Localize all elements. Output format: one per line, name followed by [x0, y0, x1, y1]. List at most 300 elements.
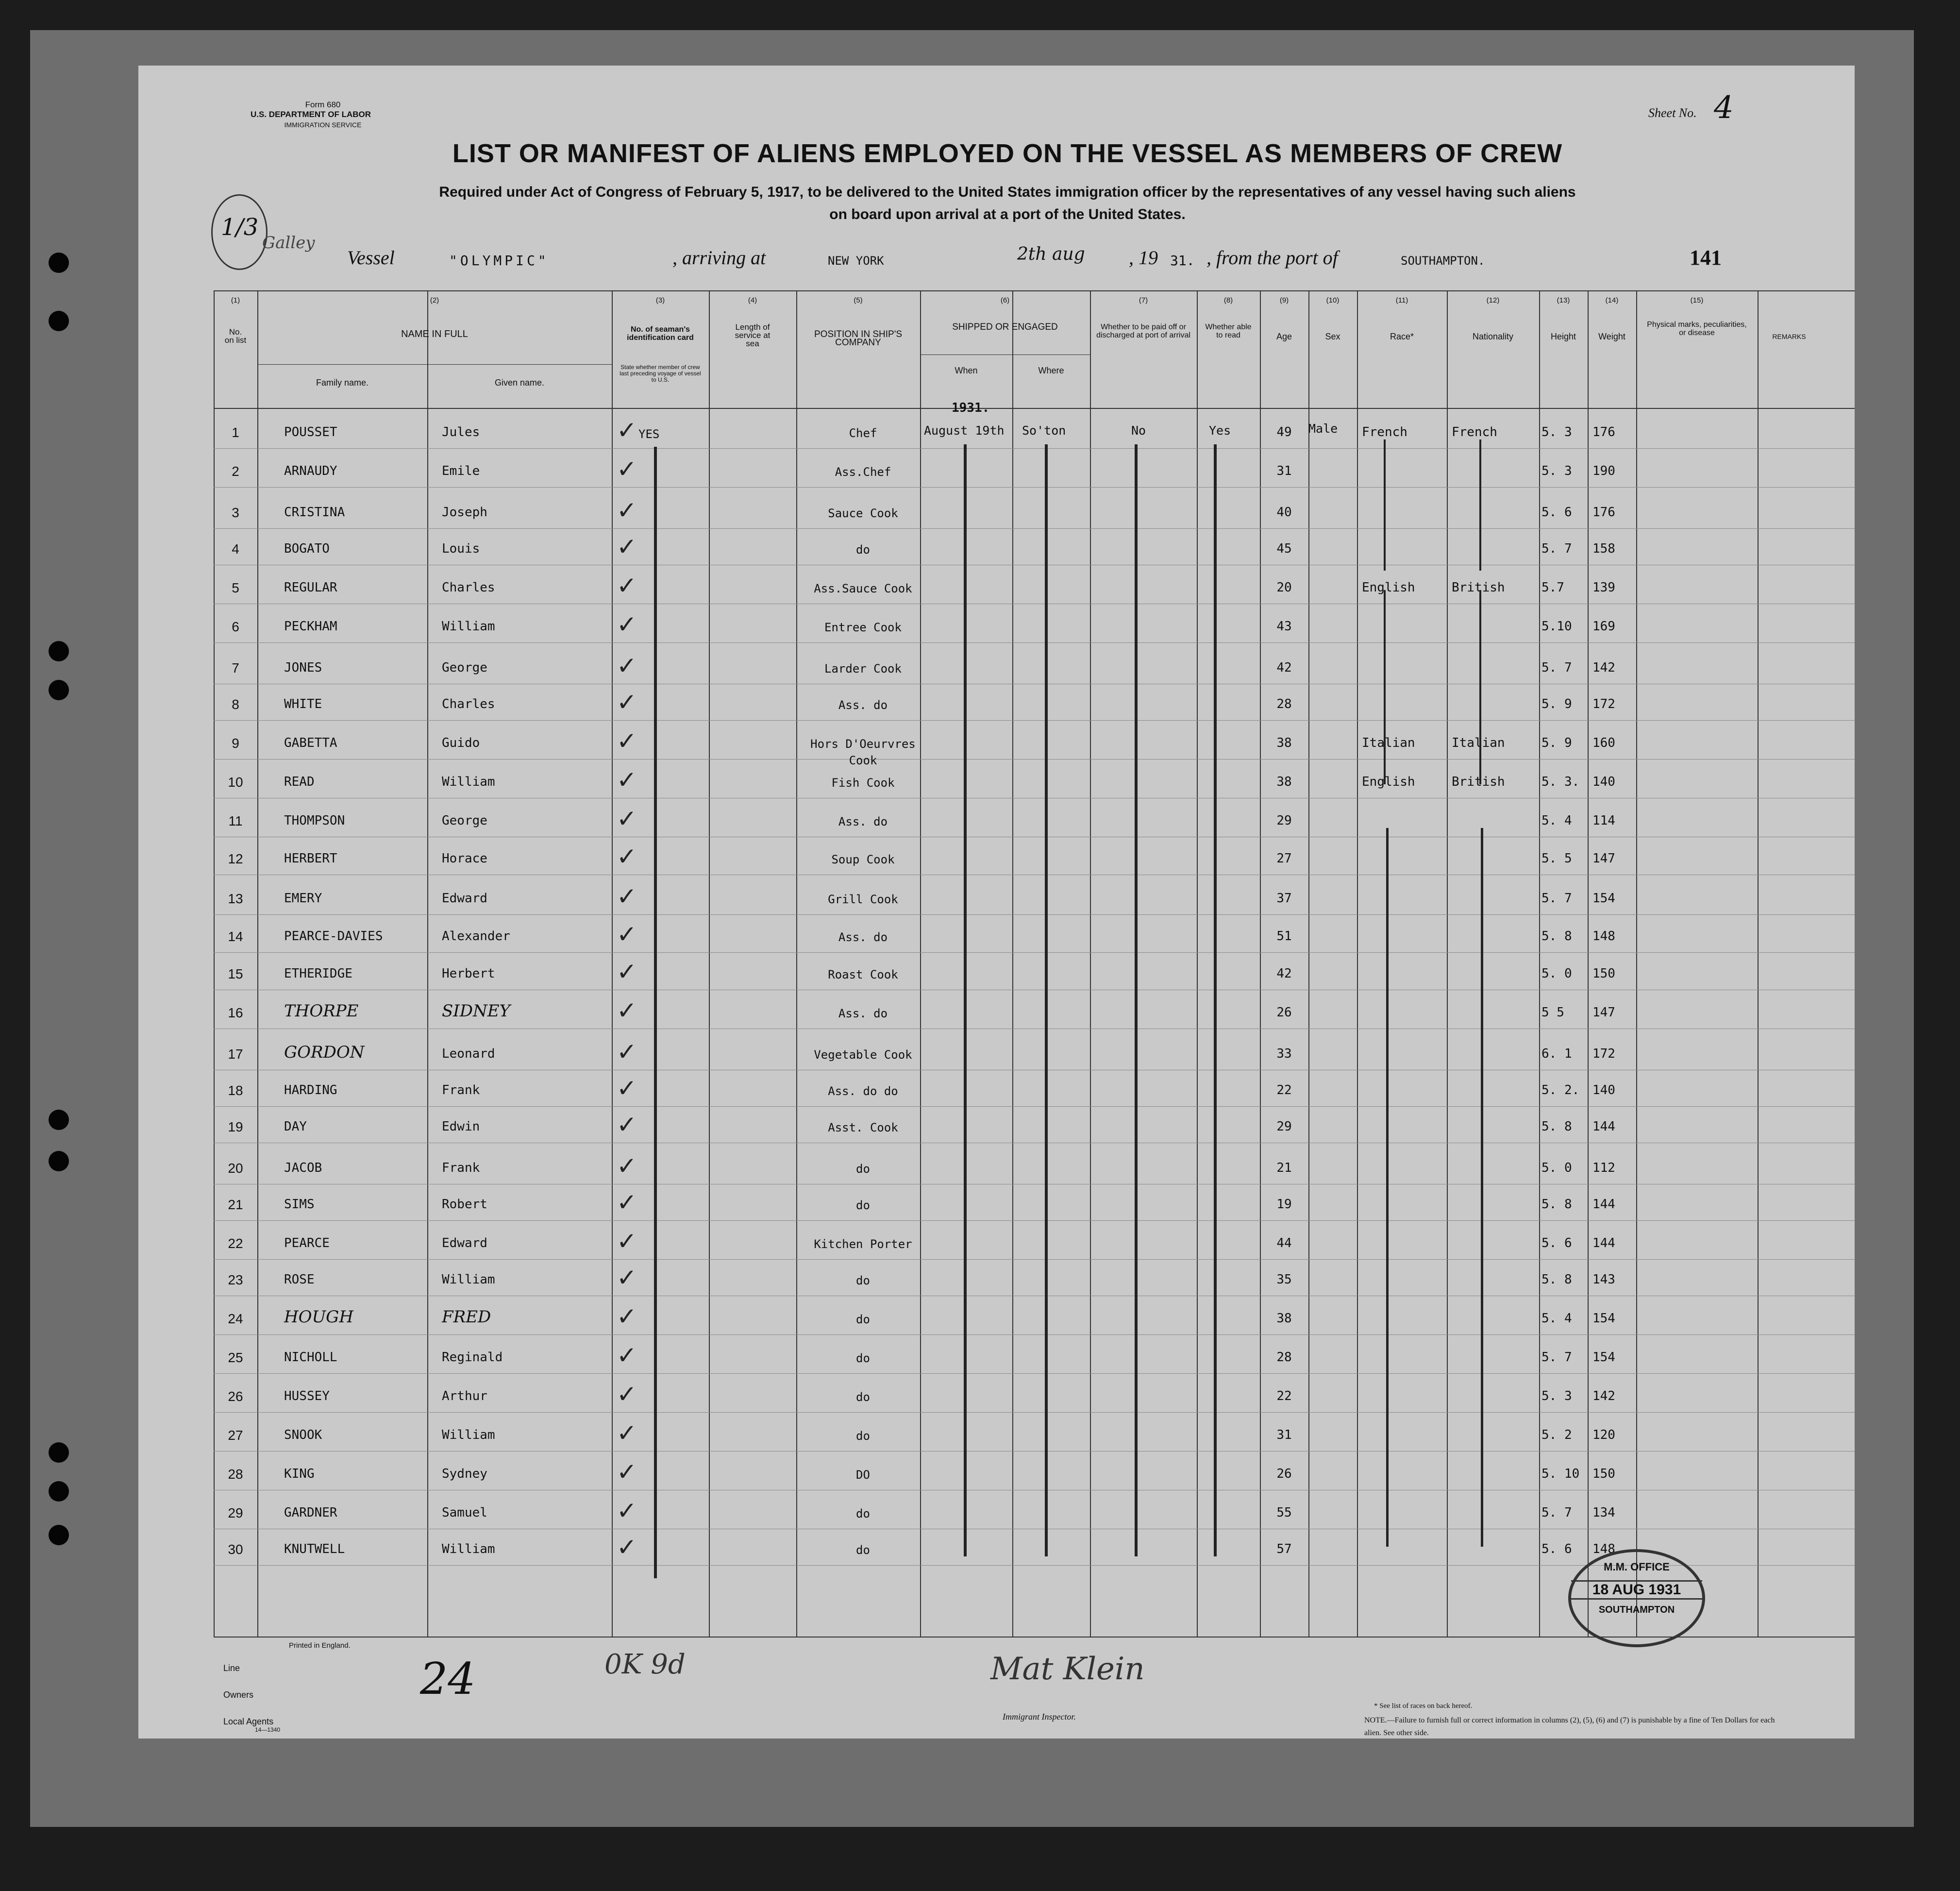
crew-position: Fish Cook: [831, 776, 895, 790]
crew-family: KING: [284, 1467, 315, 1481]
crew-position: Soup Cook: [831, 853, 895, 866]
col10-label: Sex: [1325, 332, 1340, 341]
crew-weight: 169: [1592, 619, 1615, 634]
ditto-stroke-race: [1386, 828, 1389, 1547]
crew-no: 8: [232, 697, 239, 712]
crew-age: 27: [1276, 851, 1292, 866]
form-number: Form 680: [305, 100, 341, 109]
col3-num: (3): [655, 296, 665, 304]
crew-position: Entree Cook: [824, 621, 902, 634]
crew-no: 26: [228, 1389, 243, 1404]
column-rule: [1308, 291, 1309, 1637]
crew-position: Hors D'Oeurvres Cook: [810, 737, 916, 767]
sheet-label: Sheet No.: [1648, 106, 1697, 120]
check-mark: ✓: [617, 416, 637, 444]
crew-height: 5. 4: [1541, 813, 1572, 828]
crew-no: 15: [228, 966, 243, 981]
crew-weight: 142: [1592, 1389, 1615, 1403]
punch-hole: [49, 1442, 69, 1463]
crew-family: CRISTINA: [284, 505, 345, 520]
col4-num: (4): [748, 296, 757, 304]
crew-height: 5. 9: [1541, 697, 1572, 711]
crew-given: Guido: [442, 736, 480, 750]
crew-family: PEARCE: [284, 1236, 330, 1250]
crew-no: 25: [228, 1350, 243, 1365]
crew-age: 29: [1276, 813, 1292, 828]
punch-hole: [49, 641, 69, 661]
crew-given: FRED: [442, 1307, 491, 1327]
crew-height: 5. 3: [1541, 1389, 1572, 1403]
col2-given: Given name.: [494, 378, 545, 388]
crew-age: 37: [1276, 891, 1292, 906]
crew-height: 5. 9: [1541, 736, 1572, 750]
crew-family: POUSSET: [284, 425, 337, 439]
check-mark: ✓: [617, 882, 637, 911]
crew-no: 1: [232, 425, 239, 440]
check-mark: ✓: [617, 1302, 637, 1331]
crew-position: Asst. Cook: [828, 1121, 898, 1134]
crew-age: 28: [1276, 697, 1292, 711]
ditto-stroke-identification: [654, 447, 657, 1578]
crew-no: 24: [228, 1311, 243, 1326]
crew-family: KNUTWELL: [284, 1542, 345, 1556]
crew-given: Emile: [442, 464, 480, 478]
crew-race: Italian: [1362, 736, 1415, 750]
penalty-note: NOTE.—Failure to furnish full or correct information in columns (2), (5), (6) and (7) is punishable by a fine of Ten Dollars for each alien. See other side.: [1364, 1716, 1775, 1737]
crew-age: 38: [1276, 736, 1292, 750]
crew-family: GARDNER: [284, 1505, 337, 1520]
crew-family: JACOB: [284, 1161, 322, 1175]
service: IMMIGRATION SERVICE: [284, 121, 362, 129]
crew-given: William: [442, 1428, 495, 1442]
column-rule: [1636, 291, 1637, 1637]
crew-given: Arthur: [442, 1389, 487, 1403]
check-mark: ✓: [617, 572, 637, 600]
crew-no: 30: [228, 1542, 243, 1557]
crew-weight: 154: [1592, 891, 1615, 906]
crew-weight: 160: [1592, 736, 1615, 750]
check-mark: ✓: [617, 1341, 637, 1369]
crew-no: 4: [232, 541, 239, 557]
arriving-label: , arriving at: [672, 247, 766, 269]
col2-num: (2): [430, 296, 439, 304]
crew-height: 5. 6: [1541, 1542, 1572, 1556]
shipped-when: August 19th: [924, 423, 1005, 438]
crew-family: GABETTA: [284, 736, 337, 750]
vessel-name: "OLYMPIC": [449, 253, 549, 269]
crew-height: 5. 2: [1541, 1428, 1572, 1442]
crew-age: 38: [1276, 775, 1292, 789]
ditto-stroke-where: [1045, 444, 1048, 1556]
crew-given: Charles: [442, 580, 495, 595]
column-rule: [1090, 291, 1091, 1637]
crew-given: William: [442, 1542, 495, 1556]
ditto-stroke-race: [1384, 590, 1386, 784]
stamp-bottom-text: SOUTHAMPTON: [1598, 1604, 1675, 1615]
col5-num: (5): [854, 296, 863, 304]
crew-family: REGULAR: [284, 580, 337, 595]
year-label: , 19: [1129, 247, 1158, 269]
crew-given: Sydney: [442, 1467, 487, 1481]
column-rule: [1260, 291, 1261, 1637]
departure-port: SOUTHAMPTON.: [1401, 254, 1485, 268]
crew-weight: 172: [1592, 1047, 1615, 1061]
crew-weight: 140: [1592, 775, 1615, 789]
col7-label: Whether to be paid off or discharged at port of arrival: [1096, 323, 1190, 339]
col6-where: Where: [1038, 366, 1064, 375]
crew-height: 5. 0: [1541, 1161, 1572, 1175]
remarks-label: REMARKS: [1772, 333, 1806, 340]
ditto-stroke-nationality: [1481, 828, 1483, 1547]
row-rule: [214, 528, 1855, 529]
punch-hole: [49, 1525, 69, 1545]
vessel-label: Vessel: [347, 247, 395, 269]
crew-no: 5: [232, 580, 239, 595]
crew-family: GORDON: [284, 1043, 365, 1062]
column-rule: [920, 291, 921, 1637]
col9-label: Age: [1276, 332, 1292, 341]
row-rule: [214, 952, 1855, 953]
crew-position: do: [856, 1429, 870, 1443]
crew-given: William: [442, 619, 495, 634]
check-mark: ✓: [617, 1533, 637, 1561]
crew-position: do: [856, 1199, 870, 1212]
col10-num: (10): [1326, 296, 1340, 304]
col5-label: POSITION IN SHIP'S COMPANY: [814, 329, 902, 348]
crew-family: HOUGH: [284, 1307, 353, 1327]
crew-height: 5. 7: [1541, 1350, 1572, 1365]
col3-label: No. of seaman's identification card: [627, 325, 694, 342]
tally-count: 24: [420, 1654, 476, 1705]
crew-family: THOMPSON: [284, 813, 345, 828]
crew-weight: 147: [1592, 1005, 1615, 1020]
check-mark: ✓: [617, 1264, 637, 1292]
crew-position: Kitchen Porter: [814, 1237, 912, 1251]
name-subheader-rule: [257, 364, 612, 365]
crew-height: 5. 0: [1541, 966, 1572, 981]
crew-no: 29: [228, 1505, 243, 1520]
crew-race: French: [1362, 425, 1407, 439]
crew-age: 20: [1276, 580, 1292, 595]
list-number: 141: [1690, 246, 1722, 270]
year: 31.: [1170, 253, 1195, 269]
identification-yes: YES: [638, 427, 660, 441]
able-to-read: Yes: [1209, 423, 1231, 438]
crew-age: 42: [1276, 966, 1292, 981]
col14-label: Weight: [1598, 332, 1625, 341]
crew-age: 43: [1276, 619, 1292, 634]
sex: Male: [1308, 422, 1338, 436]
ditto-stroke-paid: [1135, 444, 1138, 1556]
check-mark: ✓: [617, 727, 637, 755]
crew-given: Frank: [442, 1161, 480, 1175]
row-rule: [214, 487, 1855, 488]
crew-height: 5. 7: [1541, 891, 1572, 906]
col15-label: Physical marks, peculiarities, or disease: [1647, 321, 1747, 337]
row-rule: [214, 642, 1855, 643]
crew-position: do: [856, 1274, 870, 1287]
crew-no: 28: [228, 1467, 243, 1482]
crew-position: Ass. do: [838, 930, 888, 944]
column-rule: [1588, 291, 1589, 1637]
col11-label: Race*: [1390, 332, 1414, 341]
arrival-port: NEW YORK: [828, 254, 884, 268]
crew-family: JONES: [284, 660, 322, 675]
check-mark: ✓: [617, 843, 637, 871]
crew-given: Horace: [442, 851, 487, 866]
column-rule: [1539, 291, 1540, 1637]
shipped-year: 1931.: [952, 401, 990, 415]
punch-hole: [49, 1110, 69, 1130]
subtitle-line-2: on board upon arrival at a port of the United States.: [829, 206, 1186, 222]
punch-hole: [49, 311, 69, 331]
crew-height: 5. 2.: [1541, 1083, 1580, 1097]
crew-age: 31: [1276, 1428, 1292, 1442]
crew-family: HUSSEY: [284, 1389, 330, 1403]
crew-weight: 158: [1592, 541, 1615, 556]
crew-age: 51: [1276, 929, 1292, 944]
crew-age: 57: [1276, 1542, 1292, 1556]
crew-family: ETHERIDGE: [284, 966, 352, 981]
row-rule: [214, 1373, 1855, 1374]
crew-weight: 144: [1592, 1197, 1615, 1212]
crew-given: Alexander: [442, 929, 510, 944]
crew-weight: 112: [1592, 1161, 1615, 1175]
crew-weight: 154: [1592, 1350, 1615, 1365]
crew-position: Ass.Chef: [835, 465, 891, 479]
col6-num: (6): [1000, 296, 1010, 304]
shipped-where: So'ton: [1022, 423, 1066, 438]
crew-age: 28: [1276, 1350, 1292, 1365]
crew-family: EMERY: [284, 891, 322, 906]
crew-height: 5. 4: [1541, 1311, 1572, 1326]
crew-position: do: [856, 1507, 870, 1520]
crew-no: 10: [228, 775, 243, 790]
check-mark: ✓: [617, 996, 637, 1025]
crew-age: 35: [1276, 1272, 1292, 1287]
tally-ok: 0K 9d: [604, 1649, 686, 1680]
local-agents-label: Local Agents: [223, 1717, 274, 1726]
check-mark: ✓: [617, 805, 637, 833]
crew-age: 44: [1276, 1236, 1292, 1250]
column-rule: [796, 291, 797, 1637]
crew-family: PECKHAM: [284, 619, 337, 634]
crew-no: 18: [228, 1083, 243, 1098]
crew-age: 33: [1276, 1047, 1292, 1061]
crew-family: DAY: [284, 1119, 307, 1134]
column-rule: [1012, 291, 1013, 1637]
crew-given: Leonard: [442, 1047, 495, 1061]
crew-no: 11: [228, 813, 243, 828]
check-mark: ✓: [617, 1111, 637, 1139]
punch-hole: [49, 1151, 69, 1171]
row-rule: [214, 1220, 1855, 1221]
ditto-stroke-read: [1214, 444, 1217, 1556]
check-mark: ✓: [617, 1380, 637, 1408]
crew-no: 19: [228, 1119, 243, 1134]
crew-given: Frank: [442, 1083, 480, 1097]
office-stamp: [1568, 1549, 1705, 1647]
table-header-rule: [214, 408, 1855, 409]
crew-position: Sauce Cook: [828, 507, 898, 520]
crew-position: Ass.Sauce Cook: [814, 582, 912, 595]
check-mark: ✓: [617, 1074, 637, 1102]
col7-num: (7): [1139, 296, 1148, 304]
col2-family: Family name.: [316, 378, 369, 388]
crew-given: Joseph: [442, 505, 487, 520]
form-title: LIST OR MANIFEST OF ALIENS EMPLOYED ON THE VESSEL AS MEMBERS OF CREW: [452, 139, 1563, 168]
crew-no: 23: [228, 1272, 243, 1287]
crew-nationality: French: [1452, 425, 1497, 439]
crew-age: 31: [1276, 464, 1292, 478]
crew-weight: 176: [1592, 505, 1615, 520]
crew-height: 5. 3: [1541, 425, 1572, 439]
column-rule: [709, 291, 710, 1637]
col2-label: NAME IN FULL: [401, 329, 468, 339]
crew-position: do: [856, 1543, 870, 1557]
crew-nationality: British: [1452, 580, 1505, 595]
crew-position: Roast Cook: [828, 968, 898, 981]
column-rule: [1357, 291, 1358, 1637]
check-mark: ✓: [617, 1419, 637, 1447]
crew-no: 27: [228, 1428, 243, 1443]
column-rule: [612, 291, 613, 1637]
crew-weight: 139: [1592, 580, 1615, 595]
check-mark: ✓: [617, 455, 637, 483]
check-mark: ✓: [617, 920, 637, 948]
sheet-number: 4: [1714, 90, 1734, 126]
crew-no: 13: [228, 891, 243, 906]
crew-given: William: [442, 1272, 495, 1287]
crew-no: 16: [228, 1005, 243, 1020]
col8-num: (8): [1223, 296, 1233, 304]
crew-family: READ: [284, 775, 315, 789]
from-label: , from the port of: [1206, 247, 1338, 269]
crew-nationality: British: [1452, 775, 1505, 789]
col1-label: No. on list: [224, 327, 247, 345]
col1-num: (1): [231, 296, 240, 304]
crew-age: 40: [1276, 505, 1292, 520]
check-mark: ✓: [617, 610, 637, 639]
margin-note: Galley: [262, 233, 315, 253]
crew-no: 21: [228, 1197, 243, 1212]
crew-given: Reginald: [442, 1350, 503, 1365]
crew-height: 5. 7: [1541, 660, 1572, 675]
crew-age: 26: [1276, 1467, 1292, 1481]
crew-family: WHITE: [284, 697, 322, 711]
crew-position: do: [856, 1390, 870, 1404]
row-rule: [214, 759, 1855, 760]
column-rule: [257, 291, 258, 1637]
row-rule: [214, 1106, 1855, 1107]
crew-given: Charles: [442, 697, 495, 711]
punch-hole: [49, 680, 69, 700]
row-rule: [214, 1412, 1855, 1413]
inspector-label: Immigrant Inspector.: [1003, 1712, 1076, 1722]
crew-family: THORPE: [284, 1001, 359, 1021]
ditto-stroke-nationality: [1479, 590, 1481, 784]
crew-weight: 172: [1592, 697, 1615, 711]
crew-given: Jules: [442, 425, 480, 439]
crew-position: Chef: [849, 426, 877, 440]
crew-family: HARDING: [284, 1083, 337, 1097]
crew-family: HERBERT: [284, 851, 337, 866]
crew-height: 5. 8: [1541, 1272, 1572, 1287]
crew-height: 5. 7: [1541, 1505, 1572, 1520]
crew-height: 5. 7: [1541, 541, 1572, 556]
col3-note: State whether member of crew last preceding voyage of vessel to U.S.: [620, 364, 701, 383]
crew-height: 5. 8: [1541, 1119, 1572, 1134]
crew-height: 5. 3: [1541, 464, 1572, 478]
crew-no: 20: [228, 1161, 243, 1176]
col12-num: (12): [1486, 296, 1500, 304]
crew-height: 5. 6: [1541, 1236, 1572, 1250]
column-rule: [1197, 291, 1198, 1637]
col12-label: Nationality: [1472, 332, 1514, 341]
crew-height: 5 5: [1541, 1005, 1564, 1020]
crew-age: 49: [1276, 425, 1292, 439]
column-rule: [214, 291, 215, 1637]
crew-weight: 120: [1592, 1428, 1615, 1442]
check-mark: ✓: [617, 533, 637, 561]
check-mark: ✓: [617, 652, 637, 680]
crew-weight: 176: [1592, 425, 1615, 439]
crew-no: 2: [232, 464, 239, 479]
ditto-stroke-when: [964, 444, 967, 1556]
crew-height: 5. 3.: [1541, 775, 1580, 789]
crew-position: Vegetable Cook: [814, 1048, 912, 1062]
paid-off: No: [1131, 423, 1146, 438]
crew-position: Ass. do: [838, 1007, 888, 1020]
crew-age: 55: [1276, 1505, 1292, 1520]
col15-num: (15): [1690, 296, 1704, 304]
circled-note-text: 1/3: [221, 214, 259, 241]
crew-given: George: [442, 813, 487, 828]
crew-height: 6. 1: [1541, 1047, 1572, 1061]
crew-height: 5.7: [1541, 580, 1564, 595]
subtitle-line-1: Required under Act of Congress of February 5, 1917, to be delivered to the United States immigration officer by the representatives of any vessel having such aliens: [439, 184, 1576, 200]
crew-no: 9: [232, 736, 239, 751]
crew-given: Edward: [442, 891, 487, 906]
crew-given: Edwin: [442, 1119, 480, 1134]
crew-family: BOGATO: [284, 541, 330, 556]
crew-no: 17: [228, 1047, 243, 1062]
check-mark: ✓: [617, 1458, 637, 1486]
crew-age: 22: [1276, 1083, 1292, 1097]
crew-family: PEARCE-DAVIES: [284, 929, 383, 944]
crew-age: 42: [1276, 660, 1292, 675]
col6-label: SHIPPED OR ENGAGED: [952, 322, 1058, 332]
col4-label: Length of service at sea: [735, 322, 771, 348]
crew-race: English: [1362, 580, 1415, 595]
crew-age: 45: [1276, 541, 1292, 556]
col13-label: Height: [1550, 332, 1576, 341]
crew-no: 14: [228, 929, 243, 944]
crew-family: SNOOK: [284, 1428, 322, 1442]
check-mark: ✓: [617, 1497, 637, 1525]
crew-age: 22: [1276, 1389, 1292, 1403]
crew-family: ROSE: [284, 1272, 315, 1287]
crew-weight: 142: [1592, 660, 1615, 675]
crew-height: 5.10: [1541, 619, 1572, 634]
row-rule: [214, 1334, 1855, 1335]
stamp-top-text: M.M. OFFICE: [1604, 1561, 1670, 1573]
crew-height: 5. 10: [1541, 1467, 1580, 1481]
crew-age: 26: [1276, 1005, 1292, 1020]
line-label: Line: [223, 1663, 240, 1673]
crew-weight: 147: [1592, 851, 1615, 866]
check-mark: ✓: [617, 958, 637, 986]
